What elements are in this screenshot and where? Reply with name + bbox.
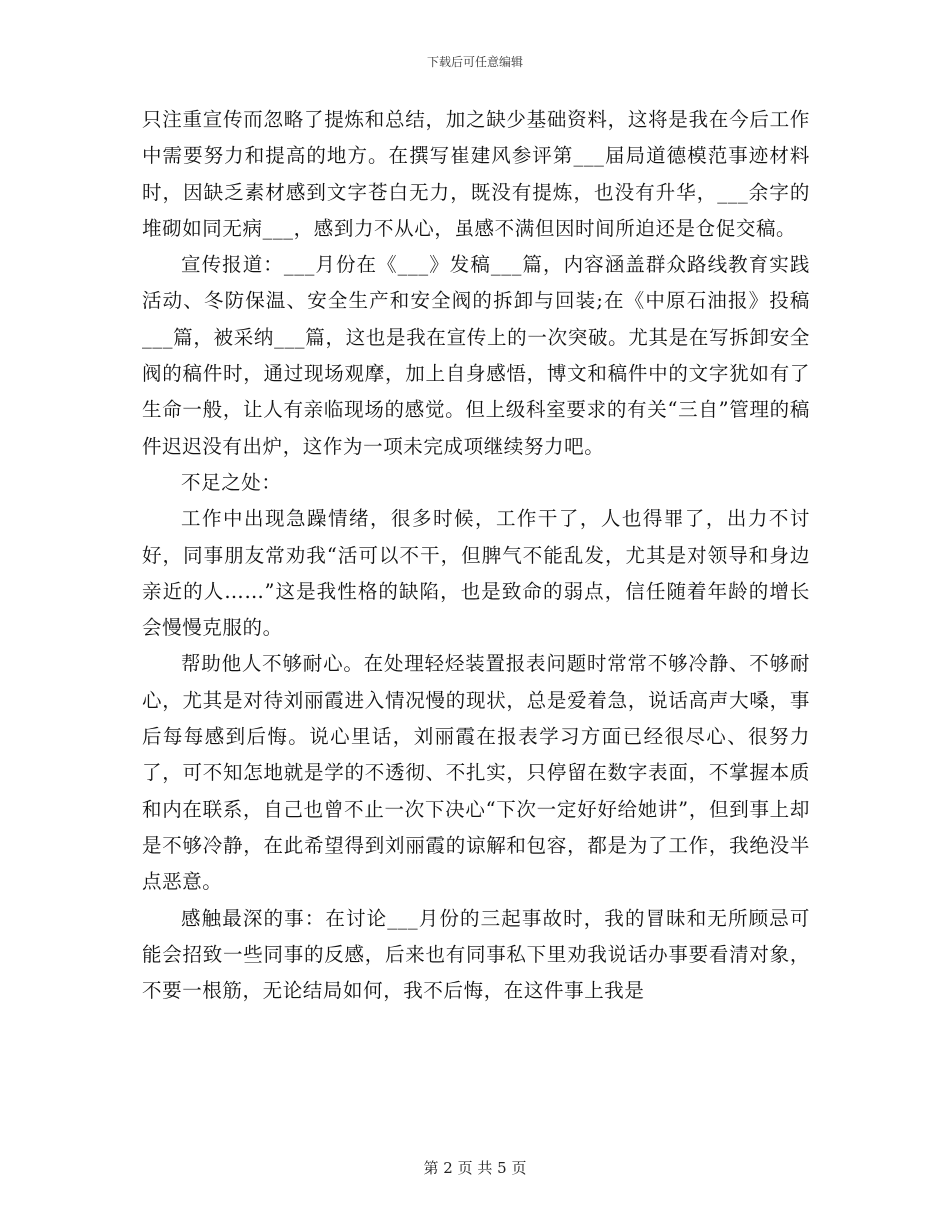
page-header: 下载后可任意编辑	[426, 55, 523, 69]
paragraph-5: 帮助他人不够耐心。在处理轻烃装置报表问题时常常不够冷静、不够耐心，尤其是对待刘丽霞进入情况慢的现状，总是爱着急，说话高声大嗓，事后每每感到后悔。说心里话，刘丽霞在报表学习方面已经很尽心、很努力了，可不知怎地就是学的不透彻、不扎实，只停留在数字表面，不掌握本质和内在联系，自己也曾不止一次下决心“下次一定好好给她讲”，但到事上却是不够冷静，在此希望得到刘丽霞的谅解和包容，都是为了工作，我绝没半点恶意。	[142, 652, 810, 894]
document-body	[142, 102, 810, 1009]
paragraph-3: 不足之处：	[181, 470, 282, 494]
paragraph-6: 感触最深的事：在讨论___月份的三起事故时，我的冒昧和无所顾忌可能会招致一些同事的反感，后来也有同事私下里劝我说话办事要看清对象，不要一根筋，无论结局如何，我不后悔，在这件事上我是	[142, 906, 810, 1003]
page-footer: 第 2 页 共 5 页	[423, 1159, 527, 1177]
paragraph-2: 宣传报道：___月份在《___》发稿___篇，内容涵盖群众路线教育实践活动、冬防保温、安全生产和安全阀的拆卸与回装;在《中原石油报》投稿___篇，被采纳___篇，这也是我在宣传上的一次突破。尤其是在写拆卸安全阀的稿件时，通过现场观摩，加上自身感悟，博文和稿件中的文字犹如有了生命一般，让人有亲临现场的感觉。但上级科室要求的有关“三自”管理的稿件迟迟没有出炉，这作为一项未完成项继续努力吧。	[142, 253, 810, 458]
paragraph-4: 工作中出现急躁情绪，很多时候，工作干了，人也得罪了，出力不讨好，同事朋友常劝我“活可以不干，但脾气不能乱发，尤其是对领导和身边亲近的人……”这是我性格的缺陷，也是致命的弱点，信任随着年龄的增长会慢慢克服的。	[142, 507, 810, 640]
paragraph-1: 只注重宣传而忽略了提炼和总结，加之缺少基础资料，这将是我在今后工作中需要努力和提高的地方。在撰写崔建风参评第___届局道德模范事迹材料时，因缺乏素材感到文字苍白无力，既没有提炼，也没有升华，___余字的堆砌如同无病___，感到力不从心，虽感不满但因时间所迫还是仓促交稿。	[142, 108, 810, 240]
